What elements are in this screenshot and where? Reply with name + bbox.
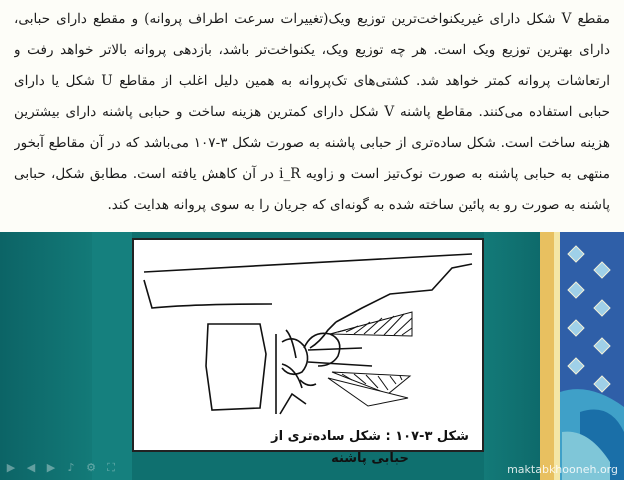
figure bbox=[132, 238, 484, 466]
next-icon[interactable]: ▶ bbox=[46, 461, 56, 474]
paragraph-text: مقطع V شکل دارای غیریکنواخت‌ترین توزیع ویک(تغییرات سرعت اطراف پروانه) و مقطع دارای حبابی، دارای بهترین توزیع ویک است. هر چه توزیع ویک، یکنواخت‌تر باشد، بازدهی پروانه بالاتر خواهد رفت و ارتعاشات پروانه کمتر خواهد شد. کشتی‌های تک‌پروانه به همین دلیل اغلب از مقاطع U شکل یا دارای حبابی استفاده می‌کنند. مقاطع پاشنه V شکل دارای کمترین هزینه ساخت و حبابی پاشنه دارای بیشترین هزینه ساخت است. شکل ساده‌تری از حبابی پاشنه به صورت شکل ۳-۱۰۷ می‌باشد که در آن مقاطع آبخور منتهی به حبابی پاشنه به صورت نوک‌تیز است و زاویه i_R در آن کاهش یافته است. مطابق شکل، حبابی پاشنه به صورت رو به پائین ساخته شده به گونه‌ای که جریان را به سوی پروانه هدایت کند. bbox=[14, 11, 610, 213]
slide-stripe bbox=[92, 232, 132, 480]
play-icon[interactable]: ▶ bbox=[6, 461, 16, 474]
slide-stripe bbox=[484, 232, 540, 480]
settings-icon[interactable]: ⚙ bbox=[86, 461, 96, 474]
fullscreen-icon[interactable]: ⛶ bbox=[107, 461, 115, 474]
volume-icon[interactable]: ♪ bbox=[67, 461, 75, 474]
text-panel bbox=[0, 0, 624, 232]
watermark: maktabkhooneh.org bbox=[507, 463, 618, 476]
player-controls bbox=[4, 462, 118, 474]
decorative-pattern bbox=[540, 232, 624, 480]
prev-icon[interactable]: ◀ bbox=[26, 461, 36, 474]
stern-bulb-diagram bbox=[132, 238, 484, 466]
figure-caption: شکل ۳-۱۰۷ : شکل ساده‌تری از حبابی پاشنه bbox=[271, 429, 469, 466]
slide-stripe bbox=[0, 232, 92, 480]
